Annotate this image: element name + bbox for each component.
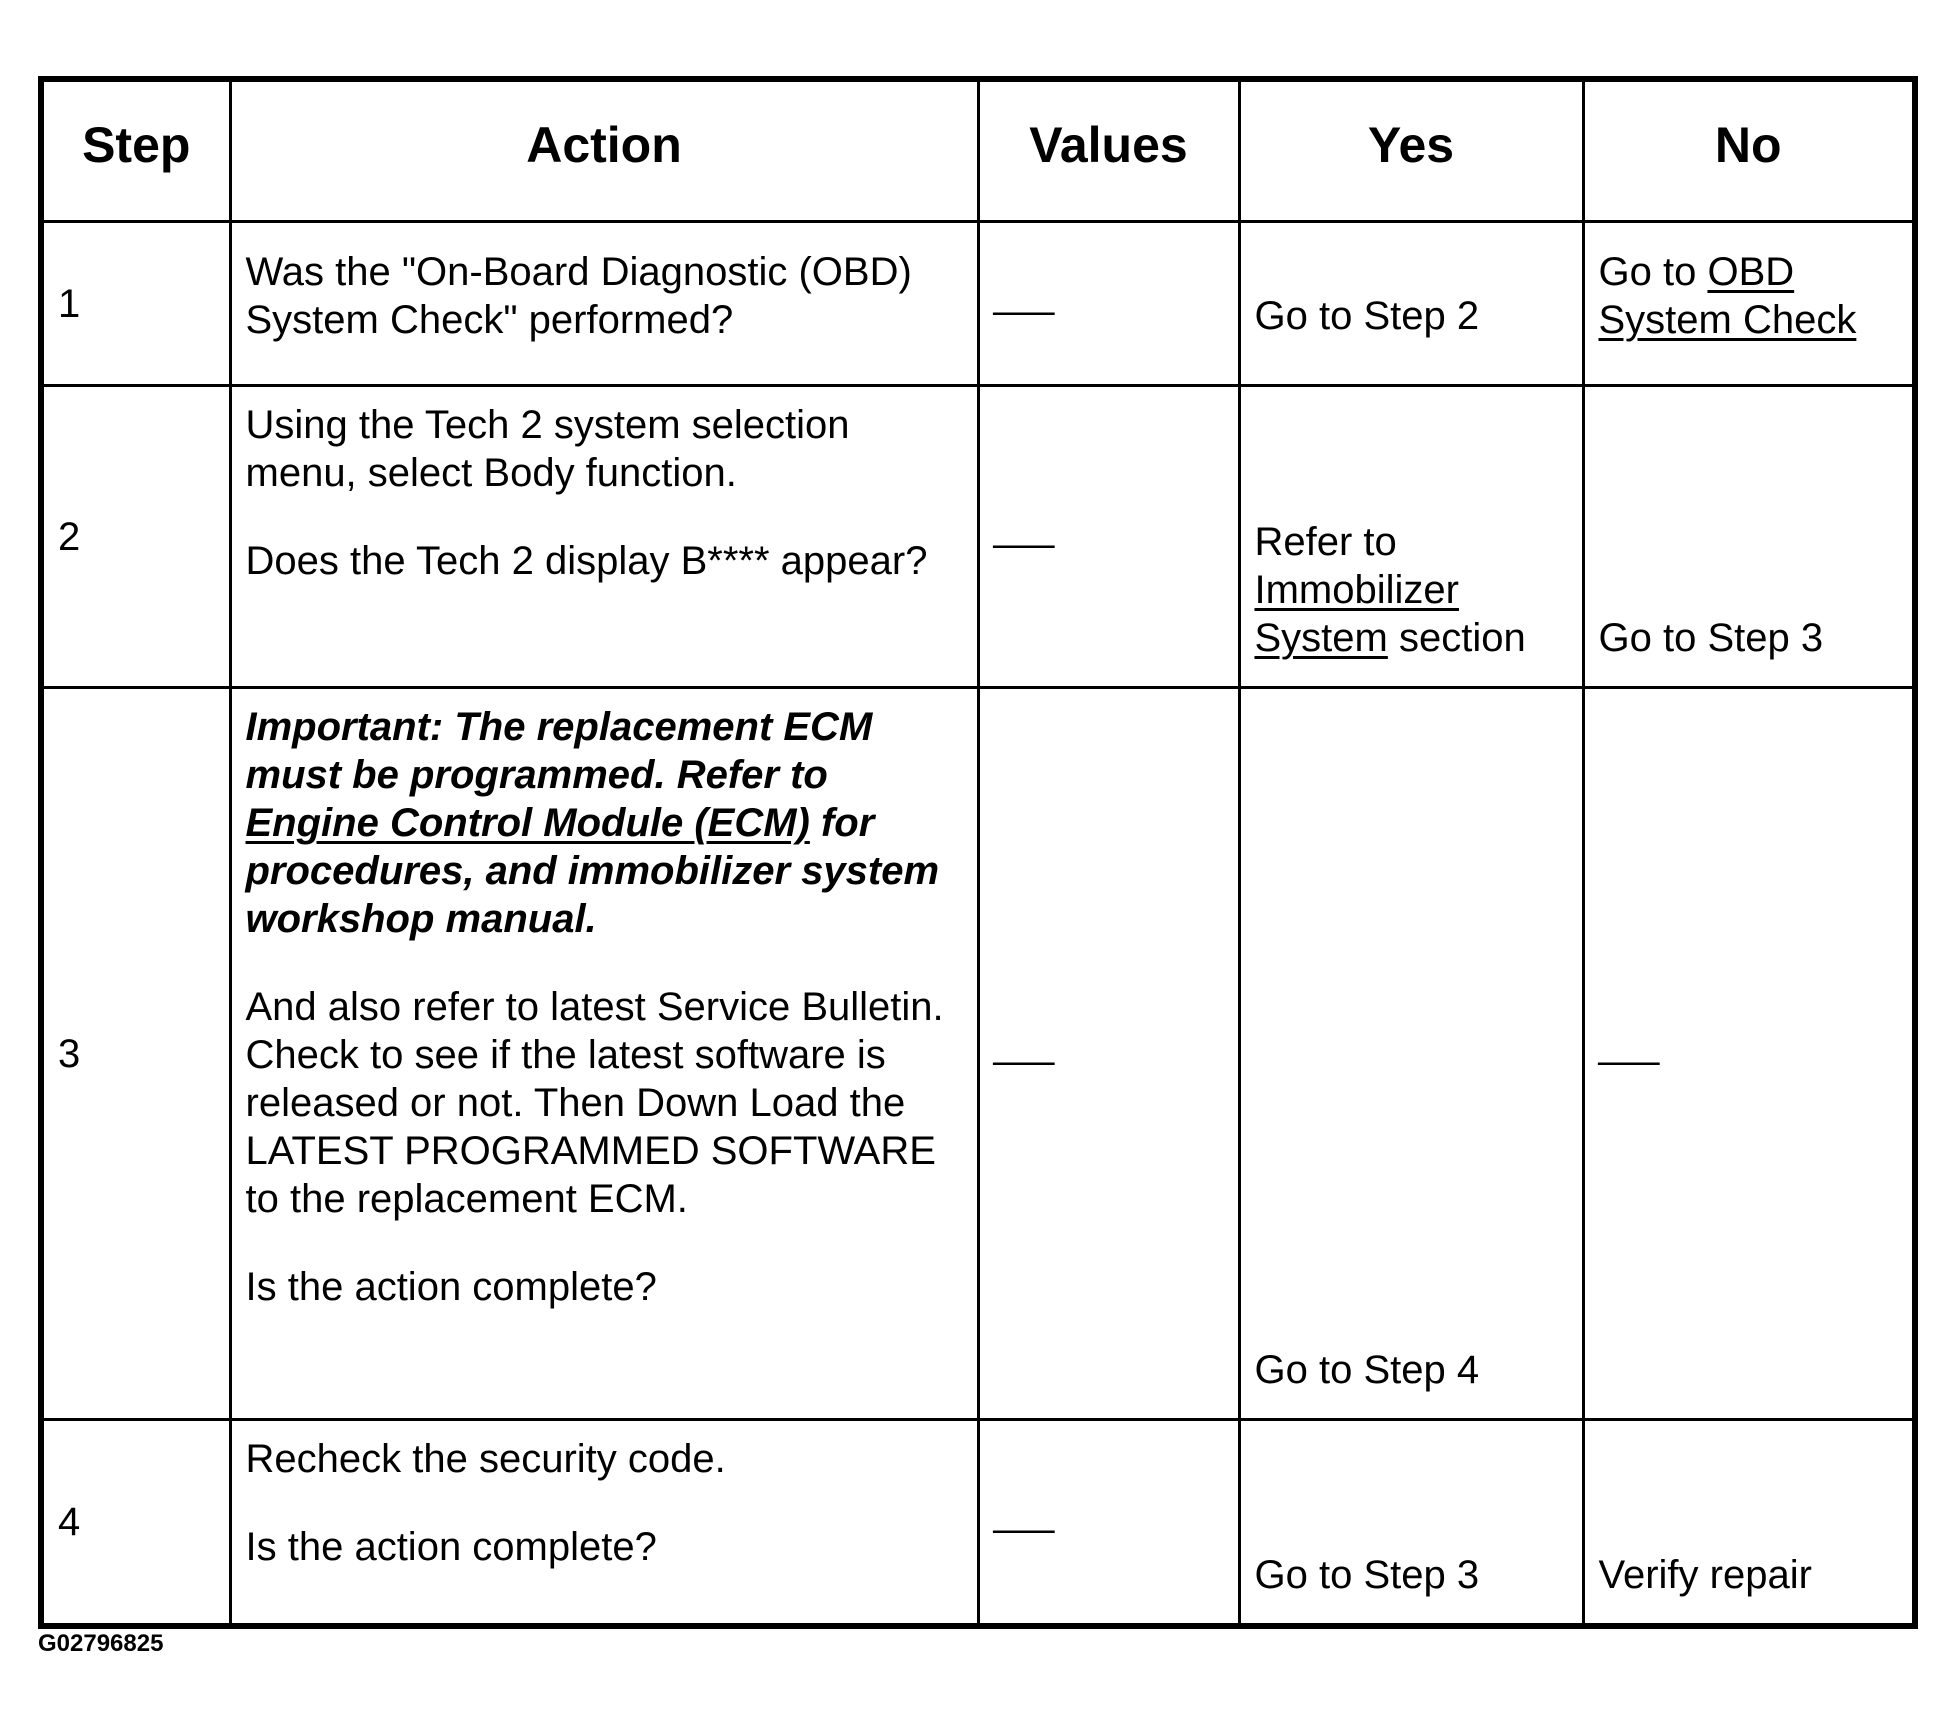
header-row: [41, 79, 1915, 222]
yes-text: Refer to: [1254, 520, 1397, 564]
action-question: Is the action complete?: [245, 1265, 657, 1309]
ecm-link[interactable]: Engine Control Module (ECM): [245, 801, 810, 845]
action-cell: [230, 688, 978, 1420]
values-cell: [978, 386, 1239, 688]
action-text: Was the "On-Board Diagnostic (OBD) System Check" performed?: [245, 249, 912, 342]
obd-system-check-link[interactable]: OBD System Check: [1598, 249, 1857, 342]
step-number: 2: [41, 386, 230, 688]
action-cell: [230, 1420, 978, 1626]
table-row: [41, 1420, 1915, 1626]
header-yes: Yes: [1239, 79, 1583, 222]
no-text: Go to: [1598, 249, 1708, 294]
no-dash: ___: [1598, 1021, 1657, 1066]
action-question: Is the action complete?: [245, 1525, 657, 1569]
action-question: Does the Tech 2 display B**** appear?: [245, 539, 928, 583]
important-text-suffix: for procedures, and immobilizer system workshop manual.: [245, 801, 940, 941]
step-number: 1: [41, 222, 230, 386]
no-cell: [1583, 688, 1915, 1420]
action-text: Recheck the security code.: [245, 1437, 726, 1481]
figure-id: G02796825: [38, 1630, 164, 1657]
immobilizer-system-link[interactable]: Immobilizer System: [1254, 568, 1459, 660]
step-number: 3: [41, 688, 230, 1420]
header-no: No: [1583, 79, 1915, 222]
important-note: [246, 703, 963, 943]
header-values: Values: [978, 79, 1239, 222]
step-number: 4: [41, 1420, 230, 1626]
no-cell: Go to Step 3: [1583, 386, 1915, 688]
values-dash: ___: [993, 1021, 1052, 1066]
table-row: [41, 386, 1915, 688]
action-text: And also refer to latest Service Bulletin. Check to see if the latest software is released or not. Then Down Load the LATEST PROGRAMMED SOFTWARE to the replacement ECM.: [245, 985, 944, 1221]
header-step: Step: [41, 79, 230, 222]
values-cell: [978, 688, 1239, 1420]
action-cell: [230, 386, 978, 688]
yes-cell: Go to Step 4: [1239, 688, 1583, 1420]
action-cell: [230, 222, 978, 386]
values-cell: [978, 222, 1239, 386]
values-dash: ___: [993, 1489, 1052, 1534]
yes-cell: [1239, 386, 1583, 688]
yes-text-suffix: section: [1387, 616, 1526, 660]
table-row: [41, 222, 1915, 386]
diagnostic-table: [38, 76, 1918, 1629]
no-cell: Verify repair: [1583, 1420, 1915, 1626]
action-text: Using the Tech 2 system selection menu, select Body function.: [245, 403, 850, 495]
header-action: Action: [230, 79, 978, 222]
values-cell: [978, 1420, 1239, 1626]
yes-cell: Go to Step 3: [1239, 1420, 1583, 1626]
values-dash: ___: [993, 504, 1052, 549]
no-cell: [1583, 222, 1915, 386]
values-dash: ___: [993, 271, 1052, 316]
yes-cell: Go to Step 2: [1239, 222, 1583, 386]
important-text: Important: The replacement ECM must be programmed. Refer to: [245, 705, 873, 797]
table-row: [41, 688, 1915, 1420]
